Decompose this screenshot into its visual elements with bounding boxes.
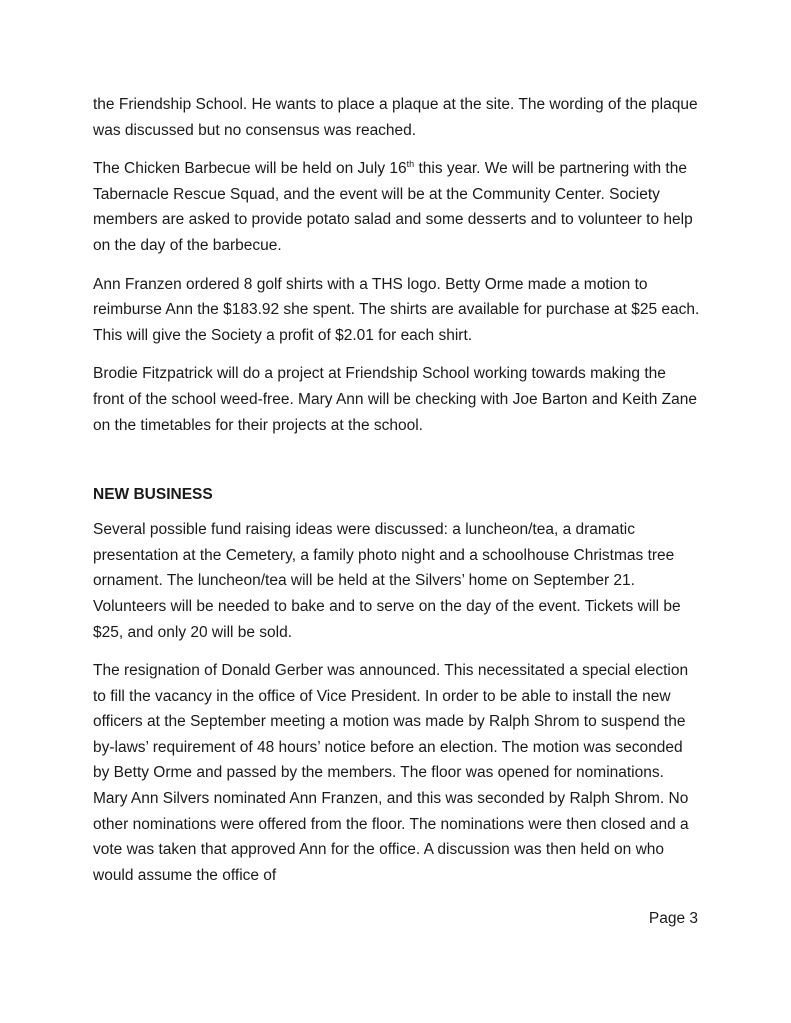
paragraph-fund-raising: Several possible fund raising ideas were discussed: a luncheon/tea, a dramatic presentation at the Cemetery, a family photo night and a schoolhouse Christmas tree ornament. The luncheon/tea will be held at the Silvers’ home on September 21. Volunteers will be needed to bake and to serve on the day of the event. Tickets will be $25, and only 20 will be sold. bbox=[93, 521, 681, 641]
paragraph-chicken-barbecue bbox=[93, 156, 701, 258]
new-business-heading: NEW BUSINESS bbox=[93, 486, 213, 504]
barbecue-text-start: The Chicken Barbecue will be held on July 16 bbox=[93, 160, 407, 178]
paragraph-friendship-school-project: Brodie Fitzpatrick will do a project at Friendship School working towards making the front of the school weed-free. Mary Ann will be checking with Joe Barton and Keith Zane on the timetables for their projects at the school. bbox=[93, 365, 697, 434]
paragraph-plaque: the Friendship School. He wants to place a plaque at the site. The wording of the plaque was discussed but no consensus was reached. bbox=[93, 96, 698, 139]
paragraph-golf-shirts: Ann Franzen ordered 8 golf shirts with a THS logo. Betty Orme made a motion to reimburse Ann the $183.92 she spent. The shirts are available for purchase at $25 each. This will give the Society a profit of $2.01 for each shirt. bbox=[93, 275, 700, 344]
document-page bbox=[93, 92, 701, 901]
ordinal-suffix: th bbox=[406, 159, 415, 170]
barbecue-text-end: this year. We will be partnering with the Tabernacle Rescue Squad, and the event will be at the Community Center. Society members are asked to provide potato salad and some desserts and to volunteer to help on the day of the barbecue. bbox=[93, 160, 693, 254]
paragraph-special-election: The resignation of Donald Gerber was announced. This necessitated a special election to fill the vacancy in the office of Vice President. In order to be able to install the new officers at the September meeting a motion was made by Ralph Shrom to suspend the by-laws’ requirement of 48 hours’ notice before an election. The motion was seconded by Betty Orme and passed by the members. The floor was opened for nominations. Mary Ann Silvers nominated Ann Franzen, and this was seconded by Ralph Shrom. No other nominations were offered from the floor. The nominations were then closed and a vote was taken that approved Ann for the office. A discussion was then held on who would assume the office of bbox=[93, 662, 689, 884]
page-number: Page 3 bbox=[648, 910, 698, 927]
